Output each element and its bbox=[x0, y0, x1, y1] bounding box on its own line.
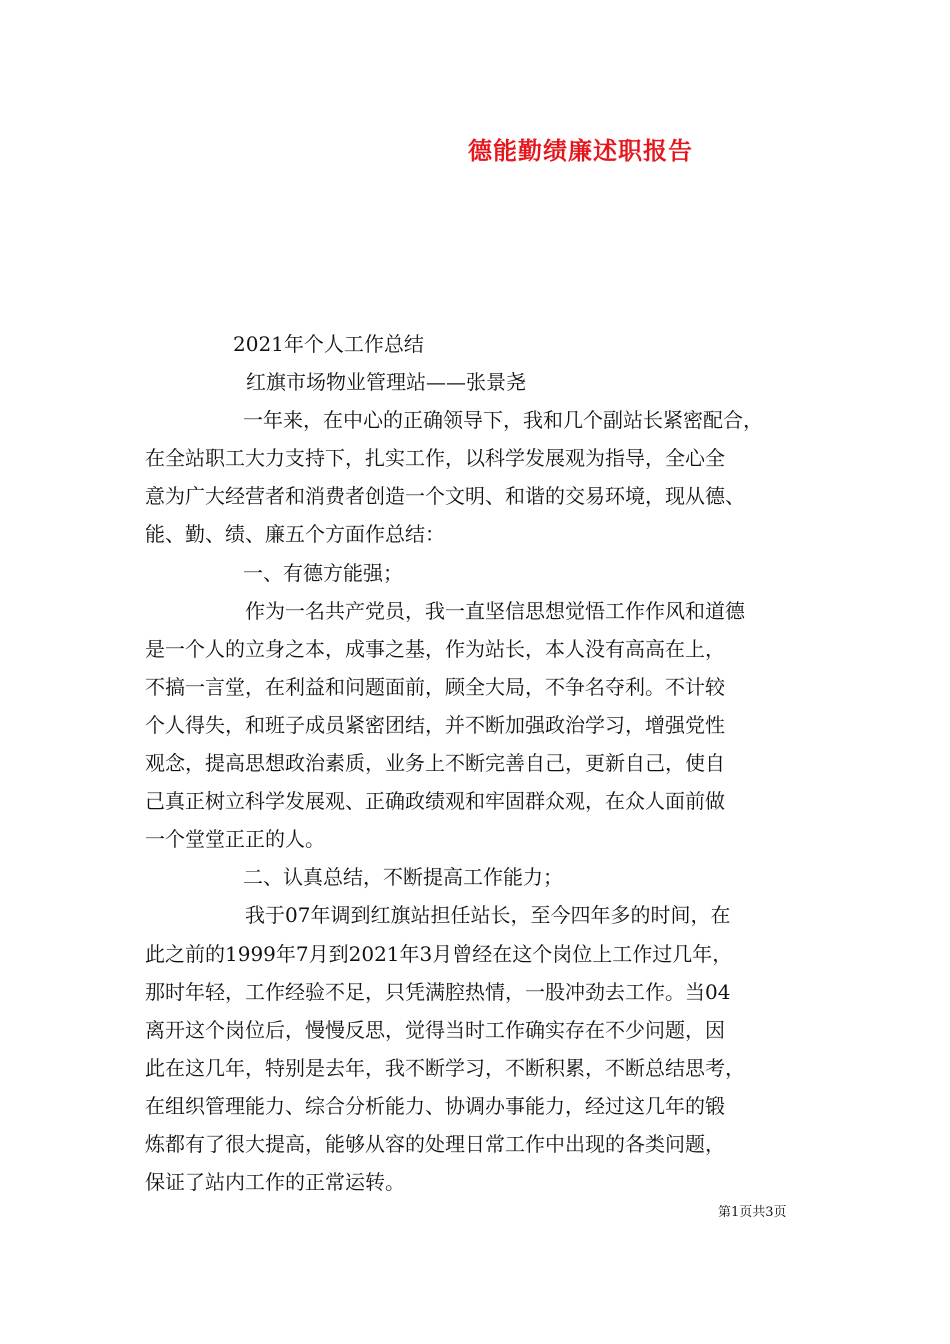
body-line: 那时年轻，工作经验不足，只凭满腔热情，一股冲劲去工作。当04 bbox=[145, 979, 731, 1004]
body-line: 己真正树立科学发展观、正确政绩观和牢固群众观，在众人面前做 bbox=[145, 789, 725, 814]
body-line: 一年来，在中心的正确领导下，我和几个副站长紧密配合， bbox=[243, 408, 763, 433]
body-line: 个人得失，和班子成员紧密团结，并不断加强政治学习，增强党性 bbox=[145, 712, 725, 737]
body-line: 此在这几年，特别是去年，我不断学习，不断积累，不断总结思考， bbox=[145, 1055, 745, 1080]
body-line: 在全站职工大力支持下，扎实工作，以科学发展观为指导，全心全 bbox=[145, 446, 725, 471]
body-line: 我于07年调到红旗站担任站长，至今四年多的时间，在 bbox=[245, 903, 731, 928]
body-line: 能、勤、绩、廉五个方面作总结： bbox=[145, 522, 445, 547]
body-line: 观念，提高思想政治素质，业务上不断完善自己，更新自己，使自 bbox=[145, 751, 725, 776]
body-line: 炼都有了很大提高，能够从容的处理日常工作中出现的各类问题， bbox=[145, 1131, 725, 1156]
document-title: 德能勤绩廉述职报告 bbox=[468, 136, 693, 165]
body-line: 是一个人的立身之本，成事之基，作为站长，本人没有高高在上， bbox=[145, 636, 725, 661]
body-line: 保证了站内工作的正常运转。 bbox=[145, 1170, 405, 1195]
body-line: 一个堂堂正正的人。 bbox=[145, 827, 325, 852]
document-body bbox=[145, 325, 835, 1201]
body-line: 离开这个岗位后，慢慢反思，觉得当时工作确实存在不少问题，因 bbox=[145, 1017, 725, 1042]
page-number-footer: 第1页共3页 bbox=[718, 1205, 787, 1220]
body-line: 此之前的1999年7月到2021年3月曾经在这个岗位上工作过几年， bbox=[145, 941, 733, 966]
body-line: 红旗市场物业管理站——张景尧 bbox=[246, 370, 526, 395]
body-line: 不搞一言堂，在利益和问题面前，顾全大局，不争名夺利。不计较 bbox=[145, 674, 725, 699]
body-line: 在组织管理能力、综合分析能力、协调办事能力，经过这几年的锻 bbox=[145, 1093, 725, 1118]
body-line: 2021年个人工作总结 bbox=[233, 332, 424, 356]
body-line: 作为一名共产党员，我一直坚信思想觉悟工作作风和道德 bbox=[245, 598, 745, 623]
body-line: 意为广大经营者和消费者创造一个文明、和谐的交易环境，现从德、 bbox=[145, 484, 745, 509]
section-heading: 二、认真总结，不断提高工作能力； bbox=[243, 865, 563, 890]
section-heading: 一、有德方能强； bbox=[243, 560, 403, 585]
